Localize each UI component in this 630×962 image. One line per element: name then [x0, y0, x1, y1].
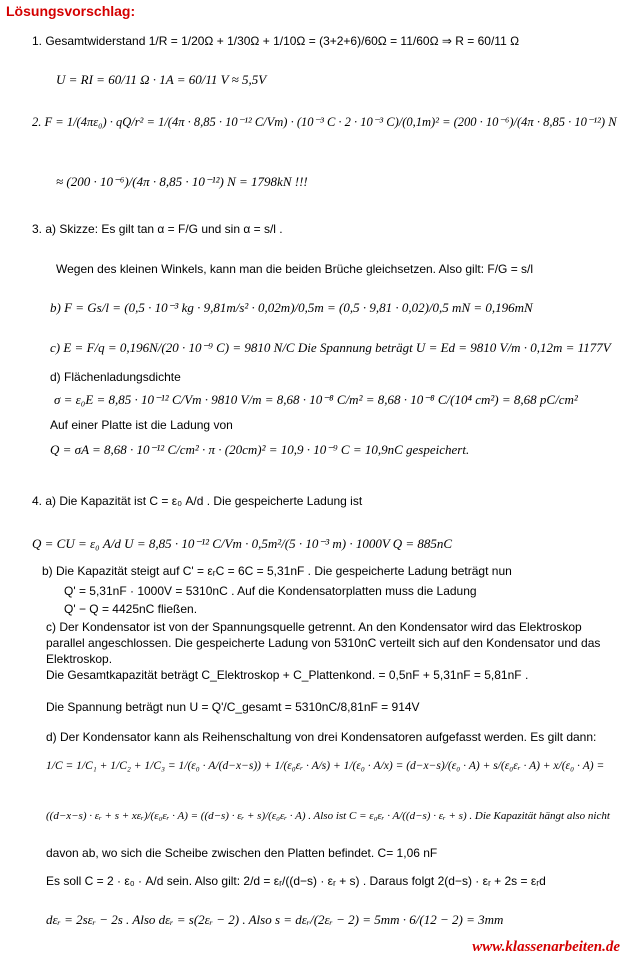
footer-website: www.klassenarbeiten.de: [472, 939, 620, 955]
solution-3c-field: c) E = F/q = 0,196N/(20 · 10⁻⁹ C) = 9810 N/C Die Spannung beträgt U = Ed = 9810 V/m · 0,12m = 1177V: [50, 340, 611, 355]
solution-3d-charge-label: Auf einer Platte ist die Ladung von: [50, 418, 233, 432]
solution-4a-charge: Q = CU = ε₀ A/d U = 8,85 · 10⁻¹² C/Vm · 0,5m²/(5 · 10⁻³ m) · 1000V Q = 885nC: [32, 536, 453, 551]
solution-4d-capacitance: ((d−x−s) · εᵣ + s + xεᵣ)/(ε₀εᵣ · A) = ((d−s) · εᵣ + s)/(ε₀εᵣ · A) . Also ist C = ε₀εᵣ · A/((d−s) · εᵣ + s) . Die Kapazität hängt also nicht: [46, 810, 610, 822]
solution-4c-voltage: Die Spannung beträgt nun U = Q'/C_gesamt = 5310nC/8,81nF = 914V: [46, 700, 420, 714]
solution-4d-conclusion: davon ab, wo sich die Scheibe zwischen den Platten befindet. C= 1,06 nF: [46, 846, 438, 860]
solution-4b-line1: b) Die Kapazität steigt auf C' = εᵣC = 6C = 5,31nF . Die gespeicherte Ladung beträgt nun: [42, 564, 512, 578]
solution-3d-label: d) Flächenladungsdichte: [50, 370, 181, 384]
solution-4d-condition: Es soll C = 2 · ε₀ · A/d sein. Also gilt: 2/d = εᵣ/((d−s) · εᵣ + s) . Daraus folgt 2(d−s) · εᵣ + 2s = εᵣd: [46, 874, 546, 888]
solution-2-result: ≈ (200 · 10⁻⁶)/(4π · 8,85 · 10⁻¹²) N = 1798kN !!!: [56, 174, 308, 189]
solution-4c-total: Die Gesamtkapazität beträgt C_Elektroskop + C_Plattenkond. = 0,5nF + 5,31nF = 5,81nF .: [46, 668, 529, 682]
solution-4b-line3: Q' − Q = 4425nC fließen.: [64, 602, 198, 616]
solution-4d-series: 1/C = 1/C₁ + 1/C₂ + 1/C₃ = 1/(ε₀ · A/(d−x−s)) + 1/(ε₀εᵣ · A/s) + 1/(ε₀ · A/x) = (d−x−s)/(ε₀ · A) + s/(ε₀εᵣ · A) + x/(ε₀ · A) =: [46, 760, 605, 772]
page-title: Lösungsvorschlag:: [6, 3, 136, 19]
solution-4c-line2: parallel angeschlossen. Die gespeicherte Ladung von 5310nC verteilt sich auf den Kondensator und das: [46, 636, 601, 650]
solution-3d-density: σ = ε₀E = 8,85 · 10⁻¹² C/Vm · 9810 V/m = 8,68 · 10⁻⁸ C/m² = 8,68 · 10⁻⁸ C/(10⁴ cm²) = 8,68 pC/cm²: [54, 392, 578, 407]
solution-3a-sketch: 3. a) Skizze: Es gilt tan α = F/G und sin α = s/l .: [32, 222, 283, 236]
solution-3a-approx: Wegen des kleinen Winkels, kann man die beiden Brüche gleichsetzen. Also gilt: F/G = s/l: [56, 262, 534, 276]
solution-3d-charge: Q = σA = 8,68 · 10⁻¹² C/cm² · π · (20cm)² = 10,9 · 10⁻⁹ C = 10,9nC gespeichert.: [50, 442, 470, 457]
solution-4d-result: dεᵣ = 2sεᵣ − 2s . Also dεᵣ = s(2εᵣ − 2) . Also s = dεᵣ/(2εᵣ − 2) = 5mm · 6/(12 − 2) = 3mm: [46, 912, 504, 927]
solution-4c-line3: Elektroskop.: [46, 652, 113, 666]
solution-4d-intro: d) Der Kondensator kann als Reihenschaltung von drei Kondensatoren aufgefasst werden. Es gilt dann:: [46, 730, 597, 744]
solution-4a-capacitance: 4. a) Die Kapazität ist C = ε₀ A/d . Die gespeicherte Ladung ist: [32, 494, 363, 508]
solution-4c-line1: c) Der Kondensator ist von der Spannungsquelle getrennt. An den Kondensator wird das Elektroskop: [46, 620, 582, 634]
solution-2-force: 2. F = 1/(4πε₀) · qQ/r² = 1/(4π · 8,85 · 10⁻¹² C/Vm) · (10⁻³ C · 2 · 10⁻³ C)/(0,1m)² = (200 · 10⁻⁶)/(4π · 8,85 · 10⁻¹²) N: [32, 115, 617, 129]
solution-3b-force: b) F = Gs/l = (0,5 · 10⁻³ kg · 9,81m/s² · 0,02m)/0,5m = (0,5 · 9,81 · 0,02)/0,5 mN = 0,196mN: [50, 300, 533, 315]
solution-4b-line2: Q' = 5,31nF · 1000V = 5310nC . Auf die Kondensatorplatten muss die Ladung: [64, 584, 477, 598]
solution-1-resistance: 1. Gesamtwiderstand 1/R = 1/20Ω + 1/30Ω + 1/10Ω = (3+2+6)/60Ω = 11/60Ω ⇒ R = 60/11 Ω: [32, 34, 520, 48]
solution-1-voltage: U = RI = 60/11 Ω · 1A = 60/11 V ≈ 5,5V: [56, 72, 267, 87]
